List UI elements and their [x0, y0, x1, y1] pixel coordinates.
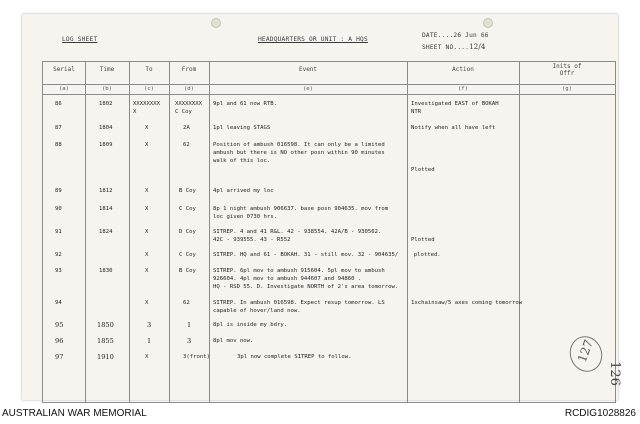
sub-e: (e)	[302, 86, 314, 92]
event-cell: SITREP. HQ and 61 - BOKAH. 31 - still mov. 32 - 904635/	[213, 252, 399, 258]
event-cell: 3pl now complete SITREP to follow.	[237, 354, 352, 360]
from-cell: B Coy	[179, 188, 196, 194]
to-cell: X	[145, 188, 149, 194]
sheet-label: SHEET NO	[422, 44, 454, 51]
to-cell: XXXXXXXX X	[133, 101, 160, 116]
col-action: Action	[452, 66, 474, 73]
pencil-side-number: 126	[606, 361, 622, 386]
to-cell: 1	[147, 337, 152, 345]
from-cell: 3(front)	[183, 354, 210, 360]
time-cell: 1824	[99, 229, 113, 235]
action-cell: Notify when all have left	[411, 125, 496, 131]
to-cell: X	[145, 252, 149, 258]
time-cell: 1804	[99, 125, 113, 131]
to-cell: X	[145, 354, 149, 360]
serial-cell: 97	[55, 353, 64, 361]
time-cell: 1850	[97, 321, 114, 329]
from-cell: 62	[183, 142, 190, 148]
to-cell: X	[145, 268, 149, 274]
to-cell: X	[145, 229, 149, 235]
sub-f: (f)	[457, 86, 469, 92]
unit-title: HEADQUARTERS OR UNIT : A HQS	[258, 36, 368, 43]
sub-b: (b)	[101, 86, 113, 92]
event-cell: 1pl leaving STAGS	[213, 125, 271, 131]
to-cell: X	[145, 300, 149, 306]
event-cell: Position of ambush 016598. It can only be a limited ambush but there is NO other posn within 90 minutes walk of this loc.	[213, 142, 385, 165]
event-cell: SITREP. 4 and 41 R&L. 42 - 938554. 42A/B - 930562. 42C - 939555. 43 - R552	[213, 229, 382, 244]
event-cell: 8pl is inside my bdry.	[213, 322, 288, 328]
col-time: Time	[99, 66, 115, 73]
from-cell: 2A	[183, 125, 190, 131]
time-cell: 1830	[99, 268, 113, 274]
col-to: To	[145, 66, 153, 73]
from-cell: 1	[187, 321, 192, 329]
footer-credit: AUSTRALIAN WAR MEMORIAL	[2, 408, 147, 419]
serial-cell: 92	[55, 252, 62, 258]
serial-cell: 88	[55, 142, 62, 148]
time-cell: 1802	[99, 101, 113, 107]
serial-cell: 89	[55, 188, 62, 194]
time-cell: 1809	[99, 142, 113, 148]
event-cell: SITREP. 6pl mov to ambush 915604. 5pl mov to ambush 926604. 4pl mov to ambush 944607 and 94860 . HQ - RSD 55. D. Investigate NORTH of 2's area tomorrow.	[213, 268, 399, 291]
from-cell: 3	[187, 337, 192, 345]
date-label: DATE	[422, 32, 438, 39]
action-cell: 1xchainsaw/5 axes coming tomorrow	[411, 300, 523, 306]
action-cell: Investigated EAST of BOKAH NTR	[411, 101, 499, 116]
action-cell: plotted.	[407, 252, 441, 258]
sub-d: (d)	[183, 86, 195, 92]
col-inits: Inits of Offr	[552, 63, 582, 77]
serial-cell: 87	[55, 125, 62, 131]
to-cell: X	[145, 206, 149, 212]
event-cell: 8p 1 night ambush 906637. base posn 904635. mov from loc given 0730 hrs.	[213, 206, 389, 221]
col-event: Event	[298, 66, 318, 73]
event-cell: 8pl mov now.	[213, 338, 254, 344]
date-field: DATE....26 Jun 66	[422, 32, 489, 39]
time-cell: 1812	[99, 188, 113, 194]
event-cell: 4pl arrived my loc	[213, 188, 274, 194]
from-cell: D Coy	[179, 229, 196, 235]
footer-id: RCDIG1028826	[564, 408, 636, 419]
log-table	[42, 61, 616, 403]
action-cell: Plotted	[411, 237, 435, 244]
pencil-number: 127	[574, 337, 596, 365]
time-cell: 1855	[97, 337, 114, 345]
serial-cell: 94	[55, 300, 62, 306]
serial-cell: 96	[55, 337, 64, 345]
sheet-field: SHEET NO....12/4	[422, 43, 486, 51]
sub-g: (g)	[561, 86, 573, 92]
punch-hole	[211, 18, 221, 28]
from-cell: XXXXXXXX C Coy	[175, 101, 202, 116]
log-sheet-page	[22, 14, 622, 400]
date-value: 26 Jun 66	[453, 32, 489, 39]
from-cell: B Coy	[179, 268, 196, 274]
to-cell: X	[145, 142, 149, 148]
event-cell: SITREP. In ambush 016598. Expect resup tomorrow. LS capable of hover/land now.	[213, 300, 385, 315]
punch-hole	[483, 18, 493, 28]
serial-cell: 86	[55, 101, 62, 107]
time-cell: 1814	[99, 206, 113, 212]
from-cell: C Coy	[179, 252, 196, 258]
sub-c: (c)	[143, 86, 155, 92]
to-cell: 3	[147, 321, 152, 329]
col-from: From	[181, 66, 197, 73]
form-name: LOG SHEET	[62, 36, 98, 43]
event-cell: 9pl and 61 now RTB.	[213, 101, 277, 107]
to-cell: X	[145, 125, 149, 131]
action-cell: Plotted	[411, 166, 435, 173]
from-cell: C Coy	[179, 206, 196, 212]
serial-cell: 91	[55, 229, 62, 235]
time-cell: 1910	[97, 353, 114, 361]
col-serial: Serial	[53, 66, 75, 73]
serial-cell: 90	[55, 206, 62, 212]
sub-a: (a)	[58, 86, 70, 92]
serial-cell: 93	[55, 268, 62, 274]
sheet-value: 12/4	[469, 43, 486, 51]
from-cell: 62	[183, 300, 190, 306]
serial-cell: 95	[55, 321, 64, 329]
